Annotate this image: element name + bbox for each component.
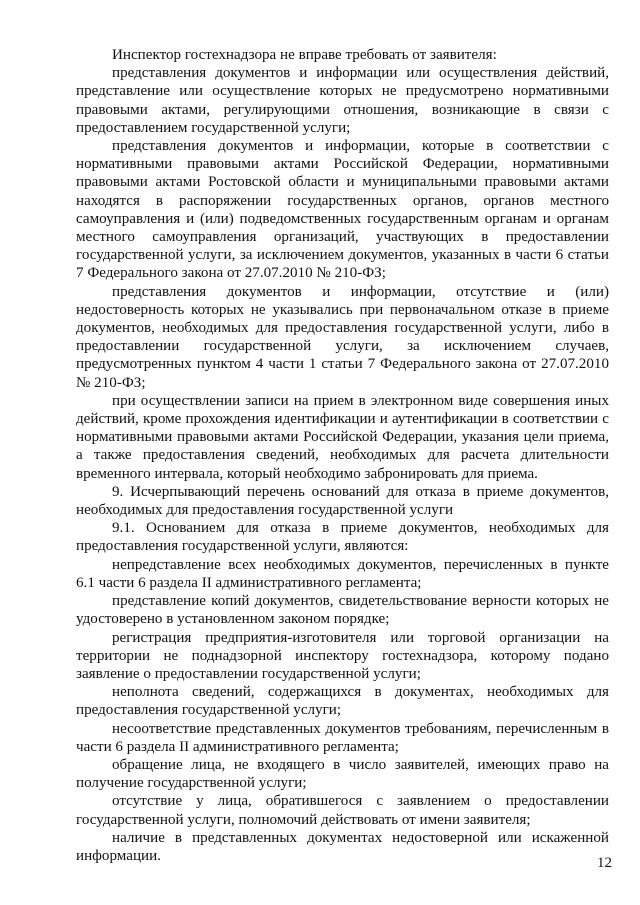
paragraph-item: регистрация предприятия-изготовителя или торговой организации на территории не поднадзорной инспектору гостехнадзора, которому подано заявление о предоставлении государственной услуги;	[76, 629, 609, 682]
paragraph-item: обращение лица, не входящего в число заявителей, имеющих право на получение государственной услуги;	[76, 756, 609, 792]
paragraph-item: представление копий документов, свидетельствование верности которых не удостоверено в установленном законом порядке;	[76, 593, 609, 628]
paragraph-item: представления документов и информации, которые в соответствии с нормативными правовыми актами Российской Федерации, нормативными правовыми актами Ростовской области и муниципальными правовыми актами находятся в распоряжении государственных органов, органов местного самоуправления и (или) подведомственных государственным органам и органам местного самоуправления организаций, участвующих в предоставлении государственной услуги, за исключением документов, указанных в части 6 статьи 7 Федерального закона от 27.07.2010 № 210-ФЗ;	[76, 138, 609, 282]
subsection-paragraph: 9.1. Основанием для отказа в приеме документов, необходимых для предоставления государственной услуги, являются:	[76, 520, 609, 555]
paragraph-item: непредставление всех необходимых документов, перечисленных в пункте 6.1 части 6 раздела II административного регламента;	[76, 556, 609, 591]
document-body	[76, 46, 609, 865]
paragraph-item: неполнота сведений, содержащихся в документах, необходимых для предоставления государственной услуги;	[76, 684, 609, 719]
paragraph-item: представления документов и информации или осуществления действий, представление или осуществление которых не предусмотрено нормативными правовыми актами, регулирующими отношения, возникающие в связи с предоставлением государственной услуги;	[76, 65, 609, 136]
paragraph-item: при осуществлении записи на прием в электронном виде совершения иных действий, кроме прохождения идентификации и аутентификации в соответствии с нормативными правовыми актами Российской Федерации, указания цели приема, а также предоставления сведений, необходимых для расчета длительности временного интервала, который необходимо забронировать для приема.	[76, 392, 609, 482]
paragraph-intro: Инспектор гостехнадзора не вправе требовать от заявителя:	[112, 47, 497, 63]
paragraph-item: отсутствие у лица, обратившегося с заявлением о предоставлении государственной услуги, полномочий действовать от имени заявителя;	[76, 793, 609, 828]
paragraph-item: наличие в представленных документах недостоверной или искаженной информации.	[76, 829, 609, 864]
paragraph-item: несоответствие представленных документов требованиям, перечисленным в части 6 раздела II административного регламента;	[76, 720, 609, 755]
page-number: 12	[597, 855, 612, 871]
paragraph-item: представления документов и информации, отсутствие и (или) недостоверность которых не указывались при первоначальном отказе в приеме документов, необходимых для предоставления государственной услуги, либо в предоставлении государственной услуги, за исключением случаев, предусмотренных пунктом 4 части 1 статьи 7 Федерального закона от 27.07.2010 № 210-ФЗ;	[76, 283, 609, 391]
section-heading: 9. Исчерпывающий перечень оснований для отказа в приеме документов, необходимых для предоставления государственной услуги	[76, 483, 609, 519]
